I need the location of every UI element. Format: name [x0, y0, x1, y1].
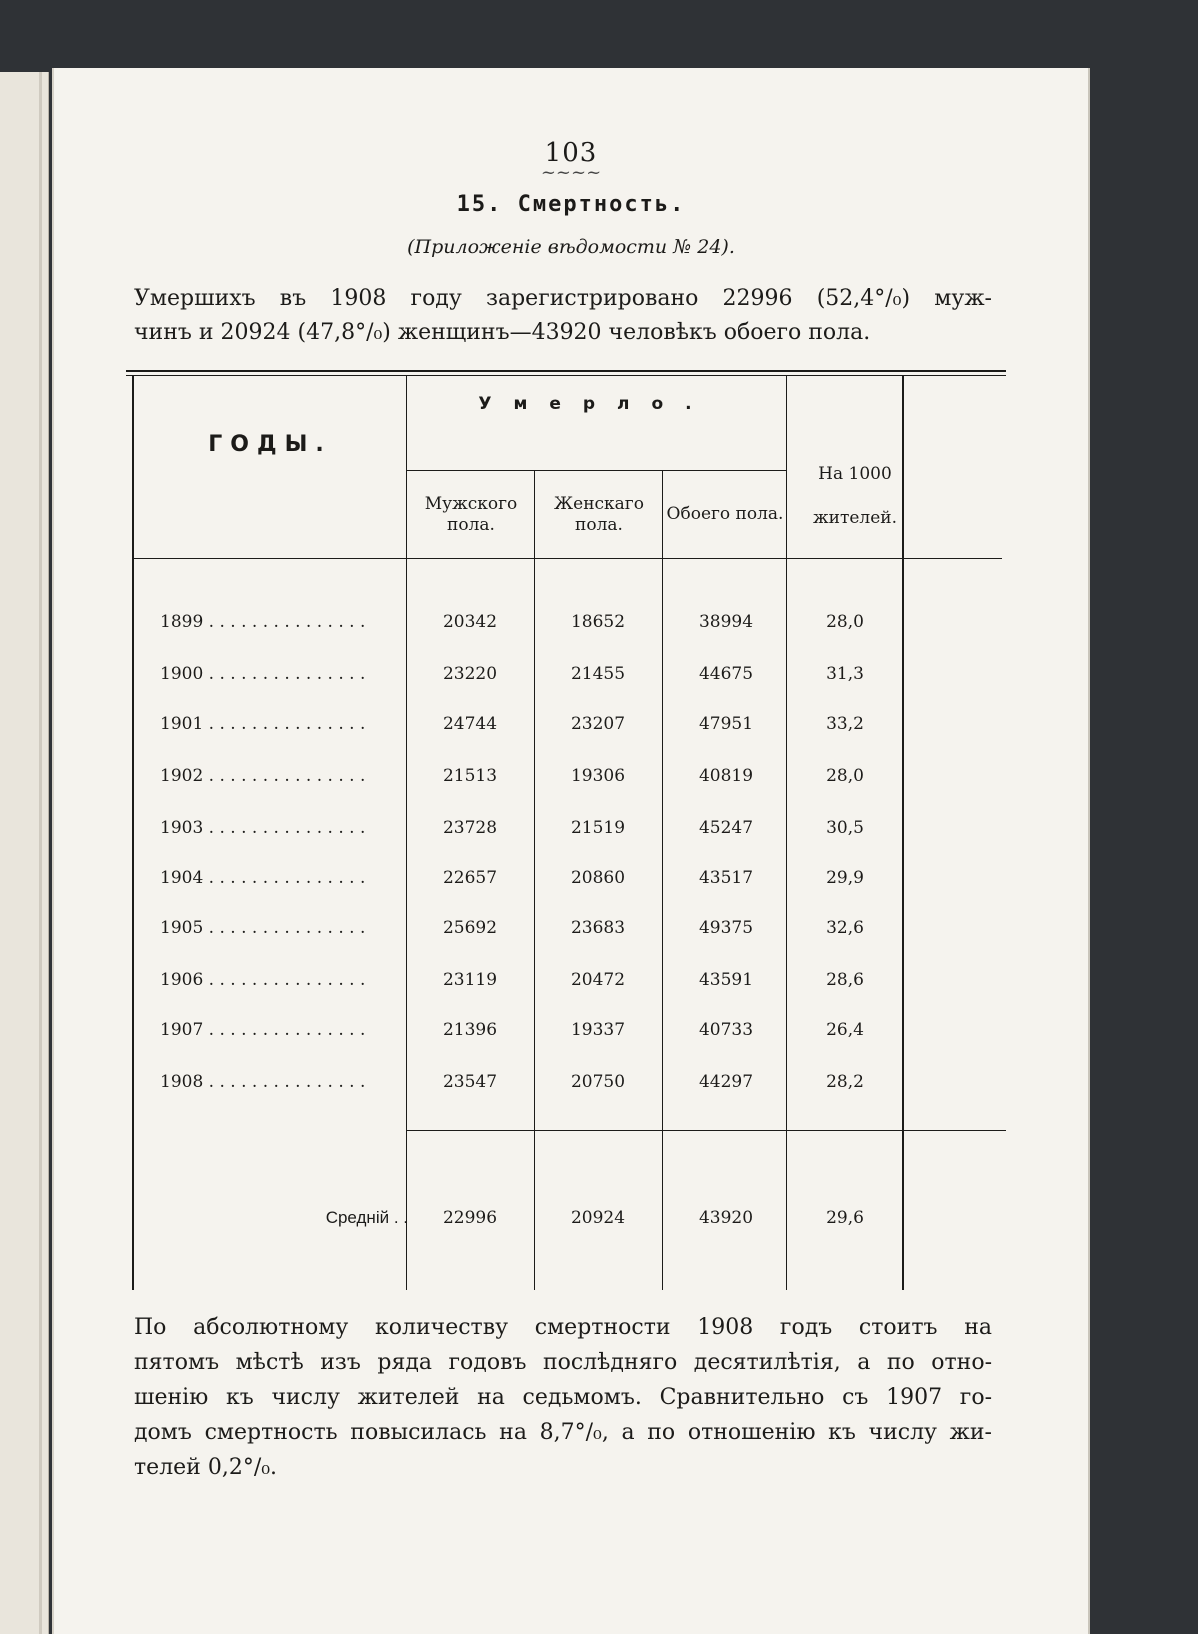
page-ornament: ~~~~ [540, 162, 602, 183]
row-male: 23547 [442, 1072, 498, 1092]
mortality-table [126, 370, 1006, 1290]
row-both: 45247 [698, 818, 754, 838]
row-female: 21455 [570, 664, 626, 684]
row-male: 21513 [442, 766, 498, 786]
row-both: 38994 [698, 612, 754, 632]
conclusion-paragraph [134, 1310, 992, 1485]
row-year: 1900 . . . . . . . . . . . . . . . [160, 664, 366, 684]
document-page [52, 68, 1088, 1634]
header-per-1000: На 1000 жителей. [812, 464, 898, 528]
row-both: 43591 [698, 970, 754, 990]
row-per-1000: 30,5 [826, 818, 864, 838]
header-died: Умерло. [478, 394, 714, 414]
average-male: 22996 [442, 1208, 498, 1228]
row-male: 23728 [442, 818, 498, 838]
row-female: 19306 [570, 766, 626, 786]
row-male: 23220 [442, 664, 498, 684]
row-per-1000: 31,3 [826, 664, 864, 684]
table-row [126, 650, 1006, 700]
row-per-1000: 28,0 [826, 612, 864, 632]
conclusion-line: домъ смертность повысилась на 8,7°/₀, а по отношенію къ числу жи- [134, 1420, 992, 1445]
row-female: 23207 [570, 714, 626, 734]
conclusion-line: По абсолютному количеству смертности 1908 годъ стоитъ на [134, 1315, 992, 1340]
row-per-1000: 28,0 [826, 766, 864, 786]
row-per-1000: 26,4 [826, 1020, 864, 1040]
row-both: 47951 [698, 714, 754, 734]
row-female: 20750 [570, 1072, 626, 1092]
row-year: 1903 . . . . . . . . . . . . . . . [160, 818, 366, 838]
intro-line: Умершихъ въ 1908 году зарегистрировано 22996 (52,4°/₀) муж- [134, 286, 992, 311]
intro-paragraph [134, 282, 992, 350]
row-both: 44675 [698, 664, 754, 684]
row-both: 49375 [698, 918, 754, 938]
average-per-1000: 29,6 [826, 1208, 864, 1228]
table-row [126, 956, 1006, 1006]
row-both: 40733 [698, 1020, 754, 1040]
row-year: 1899 . . . . . . . . . . . . . . . [160, 612, 366, 632]
row-year: 1907 . . . . . . . . . . . . . . . [160, 1020, 366, 1040]
table-row [126, 1006, 1006, 1056]
row-female: 23683 [570, 918, 626, 938]
average-female: 20924 [570, 1208, 626, 1228]
row-male: 20342 [442, 612, 498, 632]
table-row [126, 752, 1006, 802]
row-both: 43517 [698, 868, 754, 888]
row-year: 1906 . . . . . . . . . . . . . . . [160, 970, 366, 990]
table-row [126, 904, 1006, 954]
row-male: 21396 [442, 1020, 498, 1040]
header-female: Женскаго пола. [554, 494, 644, 535]
row-per-1000: 28,6 [826, 970, 864, 990]
average-label: Средній . . [325, 1208, 408, 1227]
row-year: 1902 . . . . . . . . . . . . . . . [160, 766, 366, 786]
conclusion-line: шенію къ числу жителей на седьмомъ. Сравнительно съ 1907 го- [134, 1385, 992, 1410]
row-male: 25692 [442, 918, 498, 938]
header-both: Обоего пола. [666, 504, 784, 524]
row-year: 1901 . . . . . . . . . . . . . . . [160, 714, 366, 734]
header-male: Мужского пола. [424, 494, 518, 535]
row-male: 23119 [442, 970, 498, 990]
section-title: 15. Смертность. [456, 192, 686, 217]
average-both: 43920 [698, 1208, 754, 1228]
table-row [126, 1058, 1006, 1108]
intro-line: чинъ и 20924 (47,8°/₀) женщинъ—43920 человѣкъ обоего пола. [134, 320, 871, 345]
row-female: 18652 [570, 612, 626, 632]
section-subtitle: (Приложеніе вѣдомости № 24). [407, 236, 735, 258]
row-male: 24744 [442, 714, 498, 734]
row-both: 40819 [698, 766, 754, 786]
row-both: 44297 [698, 1072, 754, 1092]
conclusion-line: пятомъ мѣстѣ изъ ряда годовъ послѣдняго десятилѣтія, а по отно- [134, 1350, 992, 1375]
row-female: 21519 [570, 818, 626, 838]
page-number: 103 [544, 138, 598, 168]
table-row [126, 804, 1006, 854]
table-row [126, 598, 1006, 648]
row-year: 1904 . . . . . . . . . . . . . . . [160, 868, 366, 888]
row-female: 20472 [570, 970, 626, 990]
average-row [126, 1194, 1006, 1244]
row-per-1000: 33,2 [826, 714, 864, 734]
row-female: 20860 [570, 868, 626, 888]
previous-page-edge [0, 72, 49, 1634]
row-per-1000: 28,2 [826, 1072, 864, 1092]
table-row [126, 700, 1006, 750]
header-years: ГОДЫ. [208, 432, 332, 457]
conclusion-line: телей 0,2°/₀. [134, 1455, 278, 1480]
row-per-1000: 32,6 [826, 918, 864, 938]
table-row [126, 854, 1006, 904]
row-year: 1905 . . . . . . . . . . . . . . . [160, 918, 366, 938]
row-female: 19337 [570, 1020, 626, 1040]
row-year: 1908 . . . . . . . . . . . . . . . [160, 1072, 366, 1092]
row-per-1000: 29,9 [826, 868, 864, 888]
row-male: 22657 [442, 868, 498, 888]
